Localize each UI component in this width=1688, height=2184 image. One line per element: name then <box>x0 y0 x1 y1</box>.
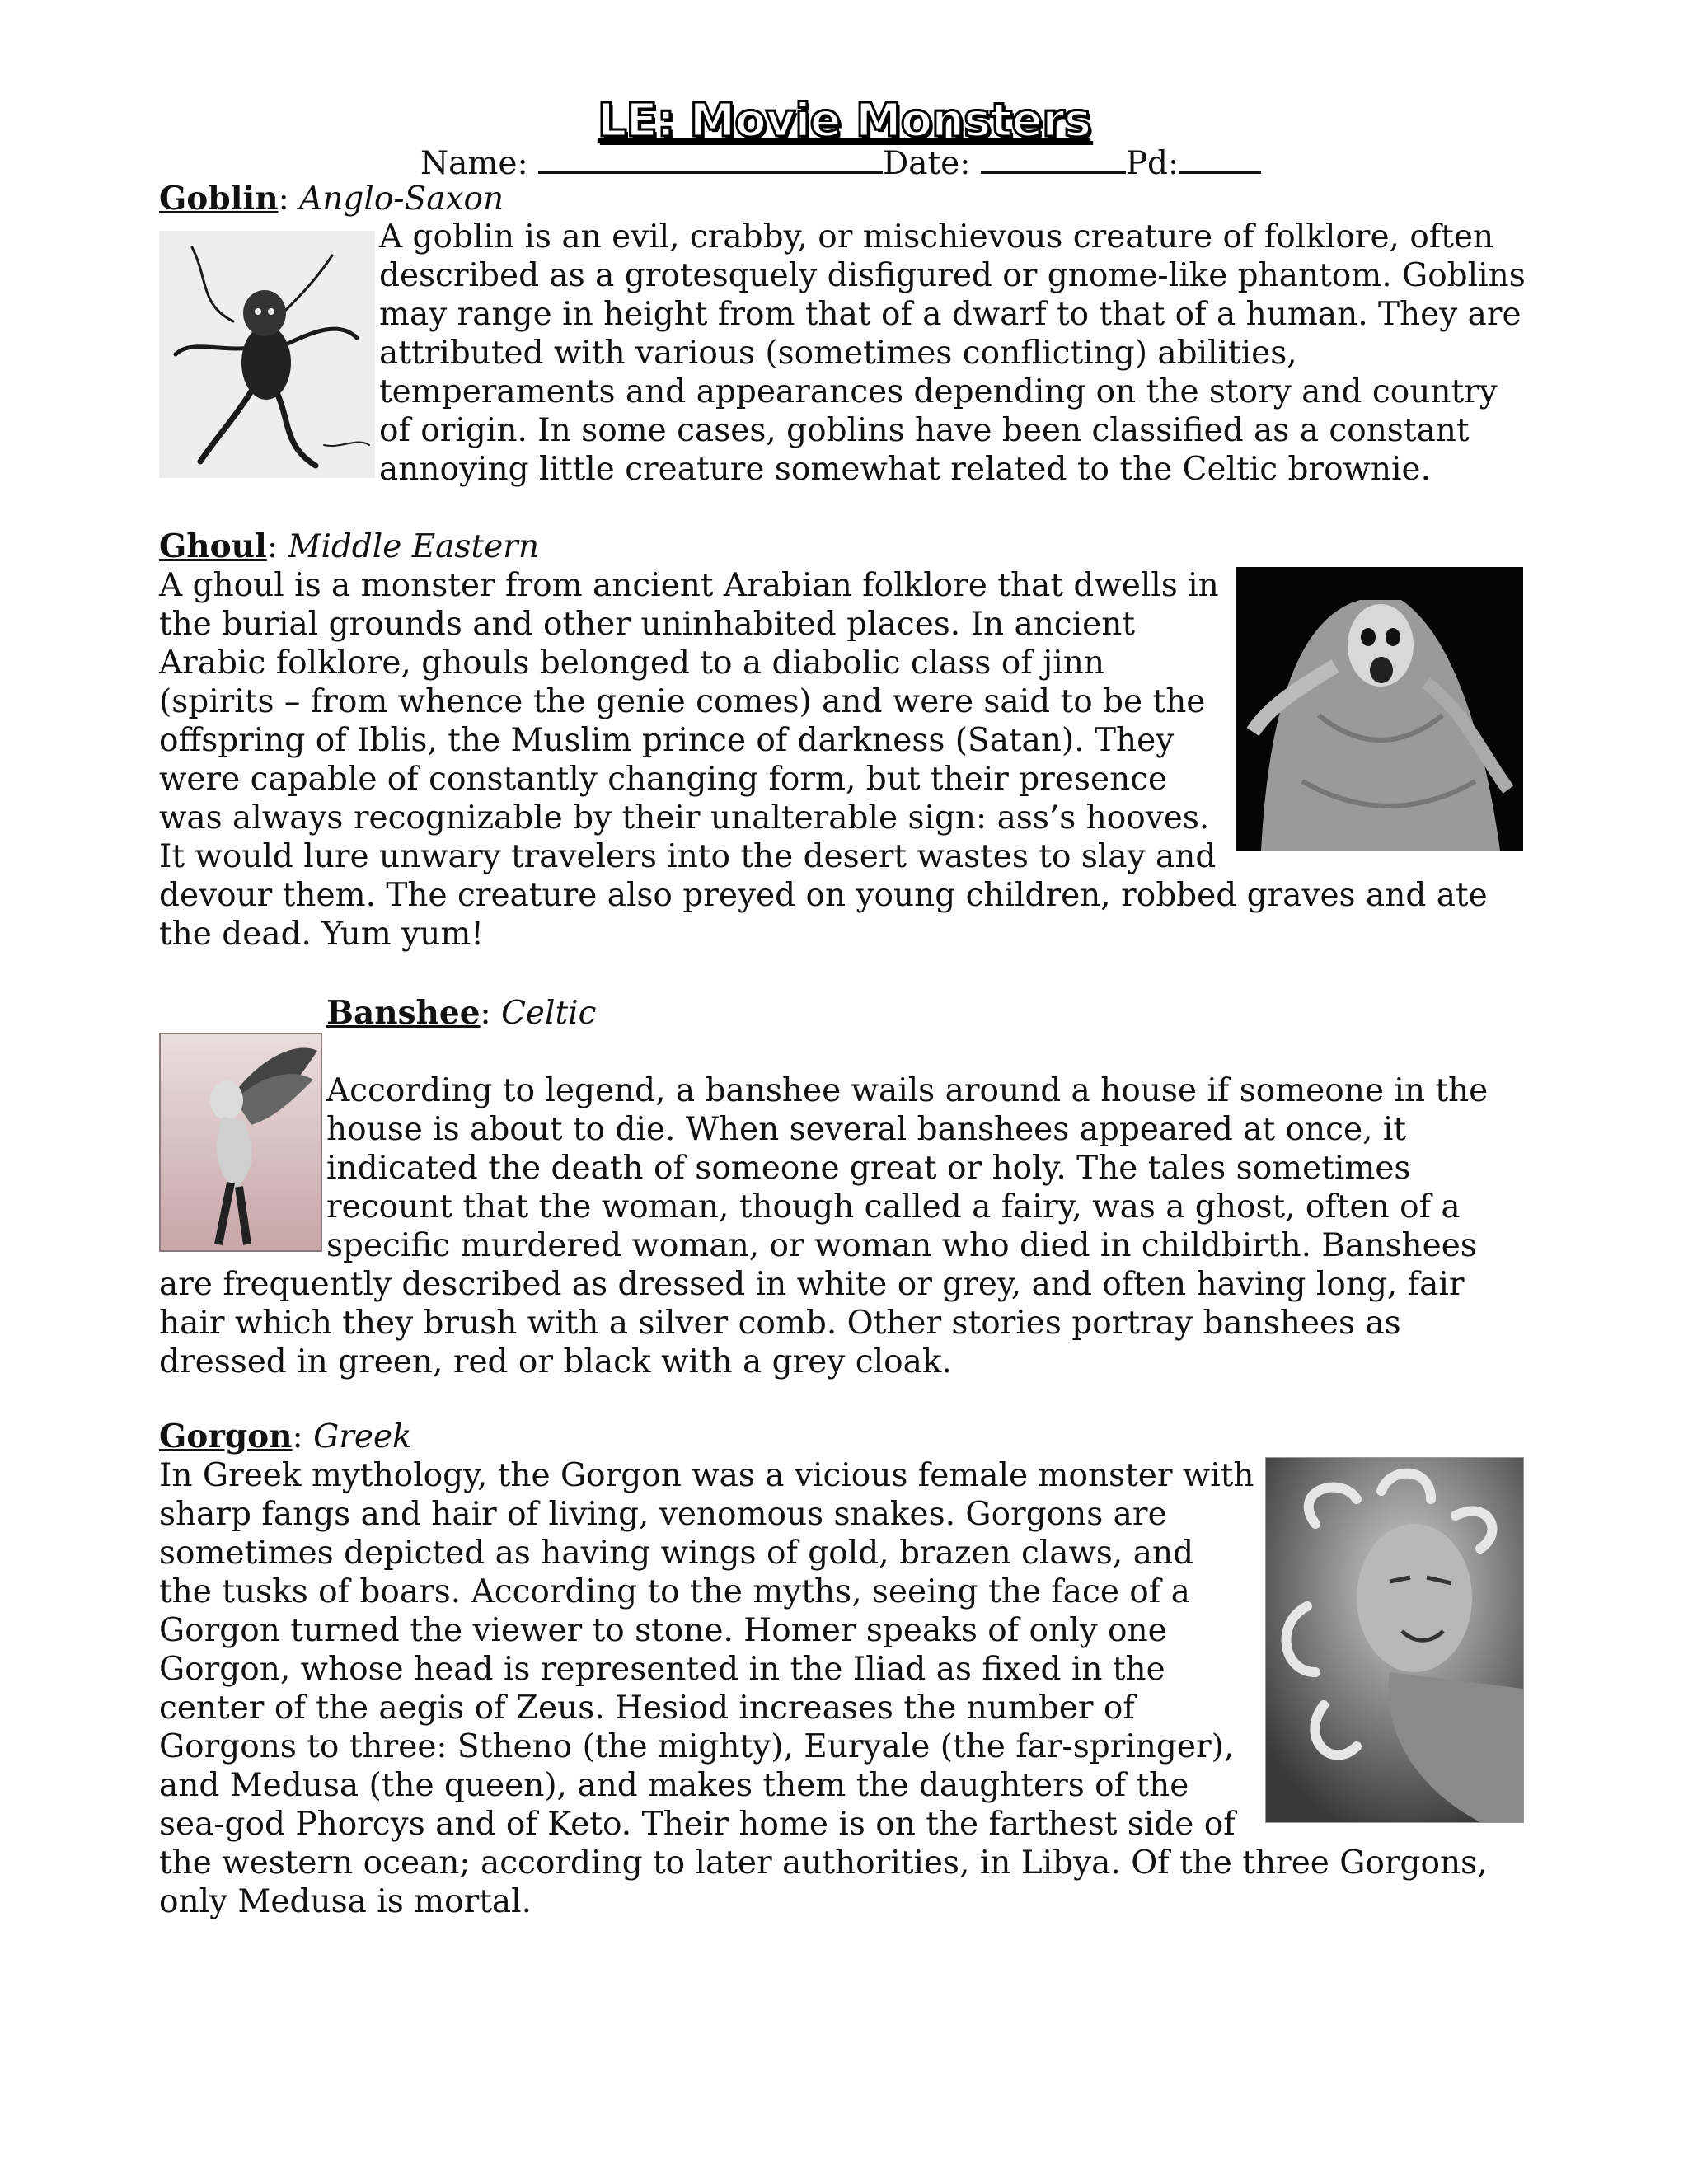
wrap-spacer <box>1255 1456 1527 1844</box>
ghoul-description: A ghoul is a monster from ancient Arabian folklore that dwells in the burial grounds and other uninhabited places. In ancient Arabic folklore, ghouls belonged to a diabolic class of jinn (spirits – from whence the genie comes) and were said to be the offspring of Iblis, the Muslim prince of darkness (Satan). They were capable of constantly changing form, but their presence was always recognizable by their unalterable sign: ass’s hooves. It would lure unwary travelers into the desert wastes to slay and devour them. The creature also preyed on young children, robbed graves and ate the dead. Yum yum! <box>159 566 1527 954</box>
pd-label: Pd: <box>1125 145 1179 182</box>
goblin-description: A goblin is an evil, crabby, or mischievous creature of folklore, often described as a grotesquely disfigured or gnome-like phantom. Goblins may range in height from that of a dwarf to that of a human. They are attributed with various (sometimes conflicting) abilities, temperaments and appearances depending on the story and country of origin. In some cases, goblins have been classified as a constant annoying little creature somewhat related to the Celtic brownie. <box>379 218 1526 488</box>
wrap-spacer <box>159 1071 326 1261</box>
pd-blank[interactable] <box>1179 143 1261 174</box>
gorgon-description: In Greek mythology, the Gorgon was a vicious female monster with sharp fangs and hair of living, venomous snakes. Gorgons are sometimes depicted as having wings of gold, brazen claws, and the tusks of boars. According to the myths, seeing the face of a Gorgon turned the viewer to stone. Homer speaks of only one Gorgon, whose head is represented in the Iliad as fixed in the center of the aegis of Zeus. Hesiod increases the number of Gorgons to three: Stheno (the mighty), Euryale (the far-springer), and Medusa (the queen), and makes them the daughters of the sea-god Phorcys and of Keto. Their home is on the farthest side of the western ocean; according to later authorities, in Libya. Of the three Gorgons, only Medusa is mortal. <box>159 1456 1527 1921</box>
name-label: Name: <box>420 145 528 182</box>
banshee-heading: Banshee: Celtic <box>326 994 597 1032</box>
date-blank[interactable] <box>981 143 1126 174</box>
wrap-spacer <box>1222 566 1527 838</box>
gorgon-heading: Gorgon: Greek <box>159 1418 412 1455</box>
ghoul-heading: Ghoul: Middle Eastern <box>159 527 539 565</box>
name-blank[interactable] <box>538 143 883 174</box>
goblin-image <box>159 231 375 478</box>
date-label: Date: <box>882 145 971 182</box>
goblin-heading: Goblin: Anglo-Saxon <box>159 180 504 218</box>
student-info-line <box>420 143 1261 184</box>
page-title: LE: Movie Monsters <box>597 94 1091 148</box>
banshee-description: According to legend, a banshee wails around a house if someone in the house is about to die. When several banshees appeared at once, it indicated the death of someone great or holy. The tales sometimes recount that the woman, though called a fairy, was a ghost, often of a specific murdered woman, or woman who died in childbirth. Banshees are frequently described as dressed in white or grey, and often having long, fair hair which they brush with a silver comb. Other stories portray banshees as dressed in green, red or black with a grey cloak. <box>159 1072 1489 1380</box>
